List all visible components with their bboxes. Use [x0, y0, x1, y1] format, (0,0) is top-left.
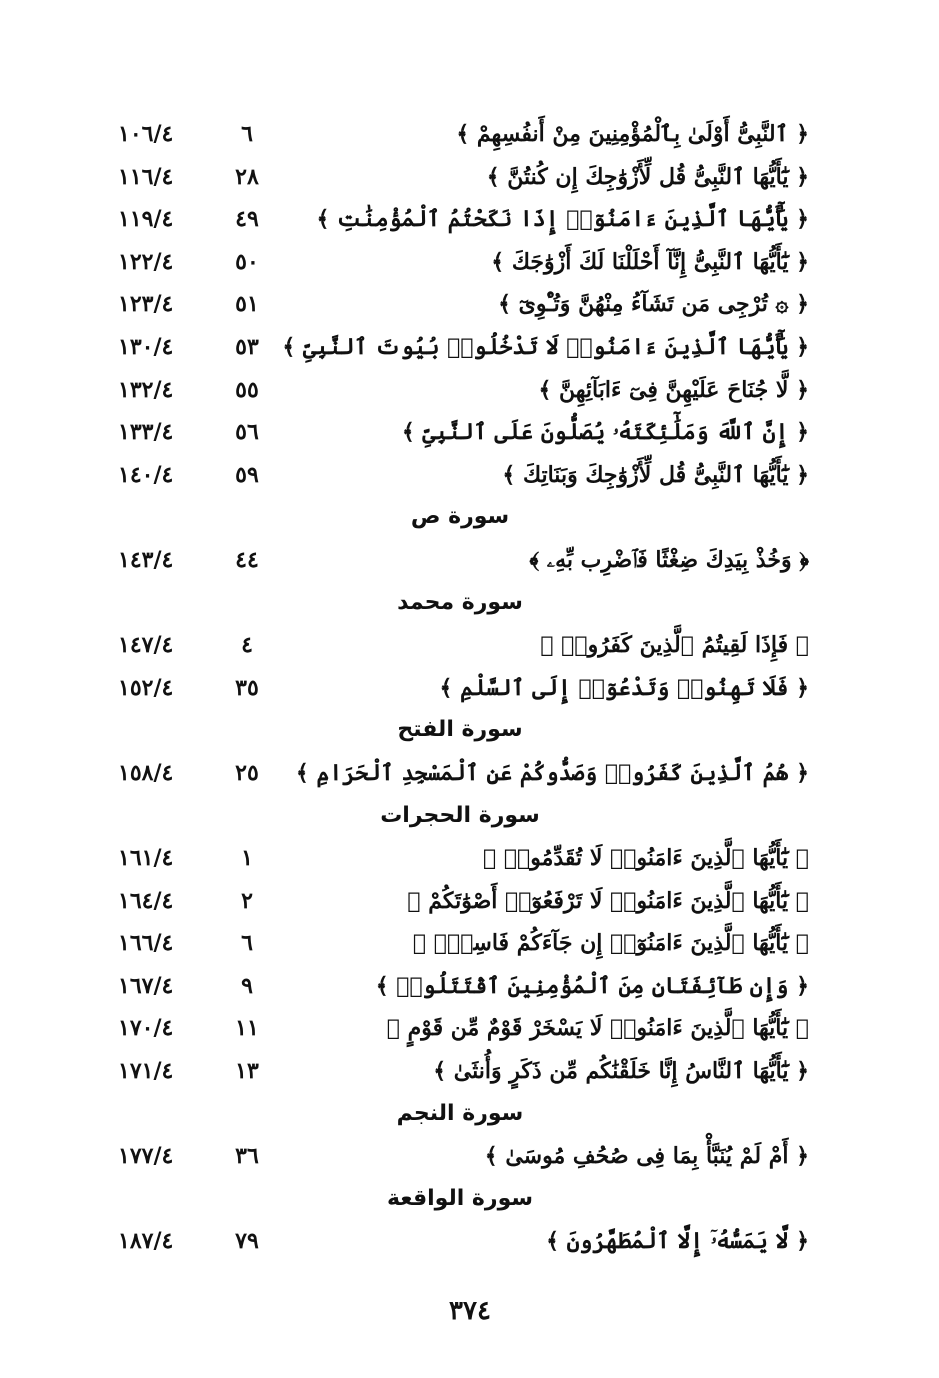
- surah-heading: سورة النجم: [396, 1100, 524, 1126]
- verse-row: [0, 880, 939, 923]
- verse-row: [0, 1050, 939, 1093]
- surah-heading: سورة الحجرات: [380, 802, 540, 828]
- verse-row: [0, 624, 939, 667]
- verse-row: [0, 113, 939, 156]
- verse-row: [0, 241, 939, 284]
- verse-row: [0, 156, 939, 199]
- verse-text: ﴿ وَإِن طَآئِفَتَانِ مِنَ ٱلْمُؤْمِنِينَ ٱقْتَتَلُوا۟ ﴾: [375, 972, 809, 999]
- verse-text: ﴿ يَٰٓأَيُّهَا ٱلنَّبِىُّ قُل لِّأَزْوَٰجِكَ إِن كُنتُنَّ ﴾: [486, 163, 809, 190]
- verse-row: [0, 539, 939, 582]
- verse-row: [0, 1135, 939, 1178]
- verse-row: [0, 1007, 939, 1050]
- verse-text: ﴿ يَٰٓأَيُّهَا ٱلنَّاسُ إِنَّا خَلَقْنَٰكُم مِّن ذَكَرٍ وَأُنثَىٰ ﴾: [433, 1058, 809, 1085]
- verse-text: ﴿ يَٰٓأَيُّهَا ٱلَّذِينَ ءَامَنُوا۟ لَا تَرْفَعُوٓا۟ أَصْوَٰتَكُمْ ﴾: [407, 887, 809, 914]
- volume-page-ref: ١١٩/٤: [118, 206, 174, 233]
- verse-text: ﴿ ۞ تُرْجِى مَن تَشَآءُ مِنْهُنَّ وَتُـْٔوِىٓ ﴾: [498, 291, 809, 318]
- ayah-number: ٥٠: [235, 248, 259, 275]
- surah-heading-row: [0, 1178, 939, 1221]
- verse-text: ﴿ لَّا جُنَاحَ عَلَيْهِنَّ فِىٓ ءَابَآئِهِنَّ ﴾: [538, 376, 809, 403]
- ayah-number: ٥١: [235, 291, 259, 318]
- ayah-number: ٣٦: [235, 1143, 259, 1170]
- verse-row: [0, 198, 939, 241]
- volume-page-ref: ١٦١/٤: [118, 845, 174, 872]
- surah-heading-row: [0, 1093, 939, 1136]
- ayah-number: ٤٤: [235, 546, 259, 573]
- verse-text: ﴿ إِنَّ ٱللَّهَ وَمَلَٰٓئِكَتَهُۥ يُصَلُّونَ عَلَى ٱلنَّبِىِّ ﴾: [401, 419, 809, 446]
- verse-text: ﴿ يَٰٓأَيُّهَا ٱلَّذِينَ ءَامَنُوا۟ لَا يَسْخَرْ قَوْمٌ مِّن قَوْمٍ ﴾: [386, 1015, 809, 1042]
- ayah-number: ٤٩: [235, 206, 259, 233]
- volume-page-ref: ١٦٤/٤: [118, 887, 174, 914]
- verse-text: ﴿ هُمُ ٱلَّذِينَ كَفَرُوا۟ وَصَدُّوكُمْ عَنِ ٱلْمَسْجِدِ ٱلْحَرَامِ ﴾: [295, 759, 809, 786]
- ayah-number: ٣٥: [235, 674, 259, 701]
- surah-heading-row: [0, 709, 939, 752]
- verse-text: ﴿ ٱلنَّبِىُّ أَوْلَىٰ بِٱلْمُؤْمِنِينَ مِنْ أَنفُسِهِمْ ﴾: [456, 121, 809, 147]
- volume-page-ref: ١٣٣/٤: [118, 419, 174, 446]
- volume-page-ref: ١٤٣/٤: [118, 546, 174, 573]
- verse-text: ﴿ أَمْ لَمْ يُنَبَّأْ بِمَا فِى صُحُفِ مُوسَىٰ ﴾: [484, 1143, 809, 1170]
- volume-page-ref: ١٣٠/٤: [118, 333, 174, 360]
- volume-page-ref: ١٥٨/٤: [118, 759, 174, 786]
- volume-page-ref: ١٤٧/٤: [118, 632, 174, 659]
- verse-text: ﴿ وَخُذْ بِيَدِكَ ضِغْثًا فَٱضْرِب بِّهِۦ ﴾: [529, 546, 809, 573]
- surah-heading: سورة ص: [410, 504, 510, 530]
- surah-heading-row: [0, 496, 939, 539]
- ayah-number: ٦: [241, 930, 253, 957]
- verse-row: [0, 965, 939, 1008]
- verse-row: [0, 667, 939, 710]
- verse-row: [0, 837, 939, 880]
- verse-text: ﴿ يَٰٓأَيُّهَا ٱلَّذِينَ ءَامَنُوٓا۟ إِذَا نَكَحْتُمُ ٱلْمُؤْمِنَٰتِ ﴾: [316, 206, 809, 233]
- volume-page-ref: ١٤٠/٤: [118, 461, 174, 488]
- verse-row: [0, 326, 939, 369]
- verse-text: ﴿ لَّا يَمَسُّهُۥٓ إِلَّا ٱلْمُطَهَّرُونَ ﴾: [546, 1228, 809, 1255]
- ayah-number: ٢٥: [235, 759, 259, 786]
- verse-row: [0, 454, 939, 497]
- volume-page-ref: ١٢٣/٤: [118, 291, 174, 318]
- ayah-number: ١: [241, 845, 253, 872]
- verse-text: ﴿ يَٰٓأَيُّهَا ٱلَّذِينَ ءَامَنُوٓا۟ إِن جَآءَكُمْ فَاسِقٌۢ ﴾: [412, 930, 809, 957]
- volume-page-ref: ١٦٦/٤: [118, 930, 174, 957]
- verse-row: [0, 922, 939, 965]
- ayah-number: ٦: [241, 121, 253, 147]
- ayah-number: ١١: [235, 1015, 259, 1042]
- verse-row: [0, 1220, 939, 1263]
- volume-page-ref: ١٧٠/٤: [118, 1015, 174, 1042]
- ayah-number: ٧٩: [235, 1228, 259, 1255]
- volume-page-ref: ١١٦/٤: [118, 163, 174, 190]
- volume-page-ref: ١٧١/٤: [118, 1058, 174, 1085]
- surah-heading: سورة محمد: [397, 589, 523, 615]
- verse-text: ﴿ فَلَا تَهِنُوا۟ وَتَدْعُوٓا۟ إِلَى ٱلسَّلْمِ ﴾: [439, 674, 809, 701]
- ayah-number: ٢٨: [235, 163, 259, 190]
- surah-heading-row: [0, 795, 939, 838]
- ayah-number: ٢: [241, 887, 253, 914]
- ayah-number: ٥٥: [235, 376, 259, 403]
- volume-page-ref: ١٠٦/٤: [118, 121, 174, 147]
- volume-page-ref: ١٨٧/٤: [118, 1228, 174, 1255]
- verse-row: [0, 411, 939, 454]
- verse-row: [0, 369, 939, 412]
- ayah-number: ٥٦: [235, 419, 259, 446]
- ayah-number: ٥٣: [235, 333, 259, 360]
- verse-index-list: [0, 113, 939, 1263]
- surah-heading: سورة الواقعة: [386, 1185, 534, 1211]
- surah-heading-row: [0, 582, 939, 625]
- volume-page-ref: ١٣٢/٤: [118, 376, 174, 403]
- ayah-number: ٥٩: [235, 461, 259, 488]
- verse-row: [0, 752, 939, 795]
- verse-text: ﴿ يَٰٓأَيُّهَا ٱلنَّبِىُّ إِنَّآ أَحْلَلْنَا لَكَ أَزْوَٰجَكَ ﴾: [491, 248, 809, 275]
- page-number: ٣٧٤: [449, 1296, 491, 1326]
- volume-page-ref: ١٢٢/٤: [118, 248, 174, 275]
- ayah-number: ٤: [241, 632, 253, 659]
- verse-row: [0, 283, 939, 326]
- verse-text: ﴿ فَإِذَا لَقِيتُمُ ٱلَّذِينَ كَفَرُوا۟ ﴾: [540, 632, 809, 659]
- volume-page-ref: ١٧٧/٤: [118, 1143, 174, 1170]
- verse-text: ﴿ يَٰٓأَيُّهَا ٱلَّذِينَ ءَامَنُوا۟ لَا تَدْخُلُوا۟ بُيُوتَ ٱلنَّبِىِّ ﴾: [282, 333, 809, 360]
- volume-page-ref: ١٦٧/٤: [118, 972, 174, 999]
- verse-text: ﴿ يَٰٓأَيُّهَا ٱلنَّبِىُّ قُل لِّأَزْوَٰجِكَ وَبَنَاتِكَ ﴾: [502, 461, 809, 488]
- verse-text: ﴿ يَٰٓأَيُّهَا ٱلَّذِينَ ءَامَنُوا۟ لَا تُقَدِّمُوا۟ ﴾: [482, 845, 809, 872]
- ayah-number: ١٣: [235, 1058, 259, 1085]
- volume-page-ref: ١٥٢/٤: [118, 674, 174, 701]
- ayah-number: ٩: [241, 972, 253, 999]
- surah-heading: سورة الفتح: [397, 717, 523, 743]
